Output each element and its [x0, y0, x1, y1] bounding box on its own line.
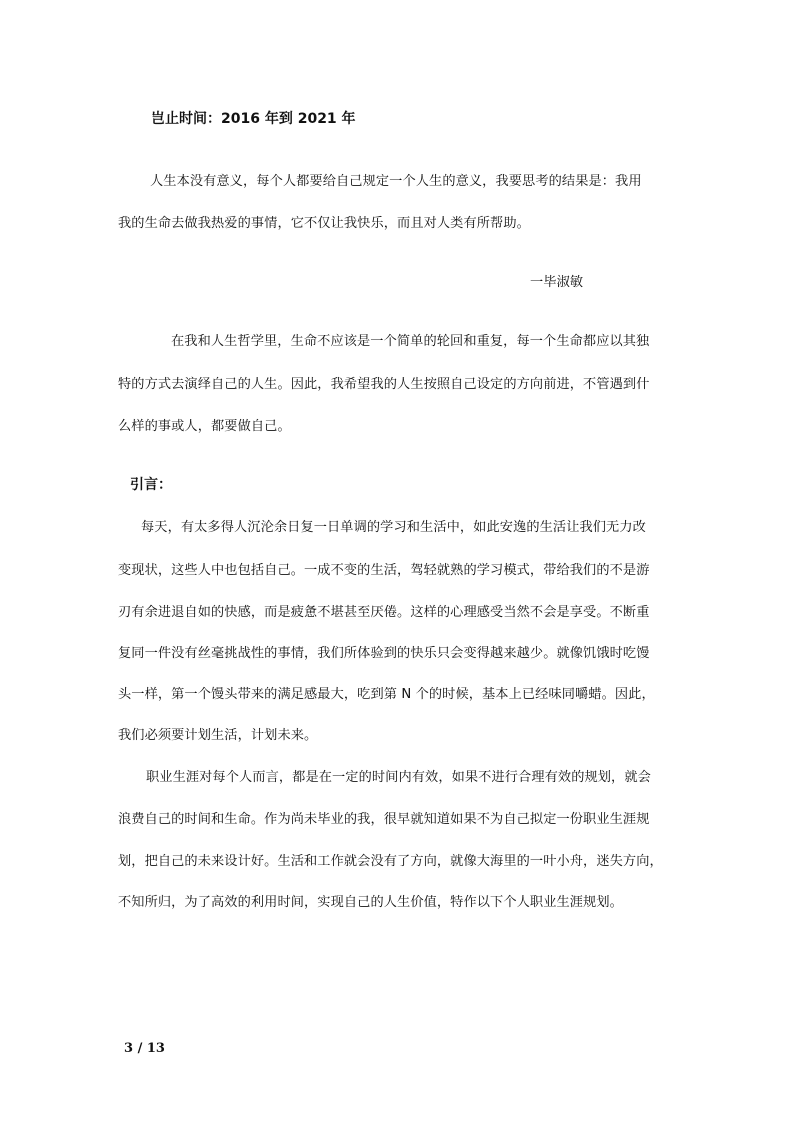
- paragraph-line: 我们必须要计划生活，计划未来。: [118, 728, 318, 743]
- paragraph-line: 职业生涯对每个人而言，都是在一定的时间内有效，如果不进行合理有效的规划，就会: [146, 770, 651, 785]
- paragraph-line: 特的方式去演绎自己的人生。因此，我希望我的人生按照自己设定的方向前进，不管遇到什: [118, 377, 650, 392]
- paragraph-line: 么样的事或人，都要做自己。: [118, 419, 291, 434]
- deadline-heading: 岂止时间：2016 年到 2021 年: [151, 111, 356, 127]
- paragraph-line: 变现状，这些人中也包括自己。一成不变的生活，驾轻就熟的学习模式，带给我们的不是游: [118, 563, 650, 578]
- paragraph-line: 不知所归，为了高效的利用时间，实现自己的人生价值，特作以下个人职业生涯规划。: [118, 895, 623, 910]
- paragraph-line: 头一样，第一个馒头带来的满足感最大，吃到第 N 个的时候，基本上已经味同嚼蜡。因此，: [118, 687, 655, 702]
- page-number: 3 / 13: [124, 1041, 165, 1056]
- motto-line: 我的生命去做我热爱的事情，它不仅让我快乐，而且对人类有所帮助。: [118, 216, 530, 231]
- paragraph-line: 浪费自己的时间和生命。作为尚未毕业的我，很早就知道如果不为自己拟定一份职业生涯规: [118, 812, 650, 827]
- motto-attribution: 一毕淑敏: [530, 275, 584, 290]
- paragraph-line: 在我和人生哲学里，生命不应该是一个简单的轮回和重复，每一个生命都应以其独: [171, 334, 650, 349]
- motto-line: 人生本没有意义，每个人都要给自己规定一个人生的意义，我要思考的结果是：我用: [150, 174, 642, 189]
- paragraph-line: 划，把自己的未来设计好。生活和工作就会没有了方向，就像大海里的一叶小舟，迷失方向，: [118, 854, 663, 869]
- paragraph-line: 复同一件没有丝毫挑战性的事情，我们所体验到的快乐只会变得越来越少。就像饥饿时吃馒: [118, 646, 650, 661]
- paragraph-line: 每天，有太多得人沉沦余日复一日单调的学习和生活中，如此安逸的生活让我们无力改: [141, 520, 646, 535]
- paragraph-line: 刃有余进退自如的快感，而是疲惫不堪甚至厌倦。这样的心理感受当然不会是享受。不断重: [118, 605, 650, 620]
- intro-heading: 引言：: [130, 477, 172, 493]
